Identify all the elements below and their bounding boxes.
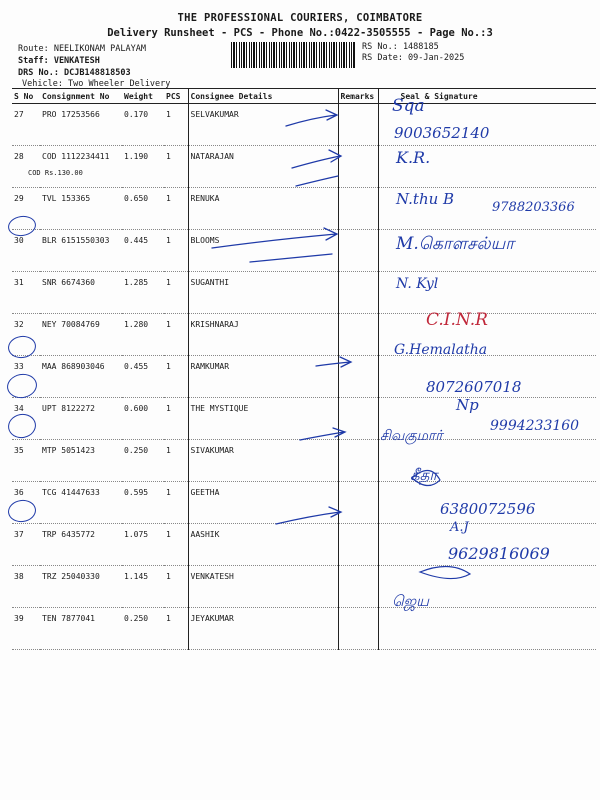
row-consignment: TRP 6435772 [40, 524, 122, 566]
signature-scribble [420, 566, 470, 578]
col-signature: Seal & Signature [378, 89, 596, 104]
row-weight: 0.250 [122, 608, 164, 650]
row-consignment: TRZ 25040330 [40, 566, 122, 608]
arrow-icon [212, 228, 337, 248]
row-consignment: COD 1112234411 [42, 152, 110, 161]
row-consignment: TCG 41447633 [40, 482, 122, 524]
row-pcs: 1 [164, 398, 188, 440]
row-consignment: TEN 7877041 [40, 608, 122, 650]
row-pcs: 1 [164, 146, 188, 188]
drs-number: DRS No.: DCJB148818503 [18, 68, 131, 78]
handwritten-phone: 6380072596 [440, 500, 536, 518]
row-weight: 0.600 [122, 398, 164, 440]
handwritten-signature: N. Kyl [396, 276, 439, 292]
arrow-icon [296, 176, 338, 186]
arrow-icon [300, 428, 345, 440]
row-consignee: BLOOMS [188, 230, 338, 272]
col-pcs: PCS [164, 89, 188, 104]
col-weight: Weight [122, 89, 164, 104]
handwritten-signature: K.R. [396, 148, 431, 167]
rs-date: RS Date: 09-Jan-2025 [362, 53, 465, 63]
row-pcs: 1 [164, 608, 188, 650]
handwritten-phone: 9003652140 [394, 124, 490, 142]
company-title: THE PROFESSIONAL COURIERS, COIMBATORE [177, 12, 423, 24]
row-sno: 27 [12, 104, 40, 146]
row-consignment: NEY 70084769 [40, 314, 122, 356]
handwritten-signature: Sqa [392, 96, 425, 116]
row-consignee: JEYAKUMAR [188, 608, 338, 650]
row-consignee: VENKATESH [188, 566, 338, 608]
row-weight: 0.455 [122, 356, 164, 398]
row-consignee: NATARAJAN [188, 146, 338, 188]
row-pcs: 1 [164, 482, 188, 524]
route-label: Route: NEELIKONAM PALAYAM [18, 44, 146, 54]
row-sno: 39 [12, 608, 40, 650]
row-weight: 1.285 [122, 272, 164, 314]
arrow-icon [250, 254, 332, 262]
row-weight: 1.145 [122, 566, 164, 608]
row-pcs: 1 [164, 356, 188, 398]
row-pcs: 1 [164, 104, 188, 146]
col-remarks: Remarks [338, 89, 378, 104]
row-pcs: 1 [164, 188, 188, 230]
row-consignment: TVL 153365 [40, 188, 122, 230]
row-consignment: MAA 868903046 [40, 356, 122, 398]
row-sno: 31 [12, 272, 40, 314]
handwritten-signature: A.J [450, 520, 469, 535]
row-consignee: SUGANTHI [188, 272, 338, 314]
row-pcs: 1 [164, 314, 188, 356]
row-sno: 28 [12, 146, 40, 188]
staff-label: Staff: VENKATESH [18, 56, 100, 66]
row-consignee: SELVAKUMAR [188, 104, 338, 146]
handwritten-signature: M.கொளசல்யா [396, 234, 515, 254]
row-sno: 33 [12, 356, 40, 398]
vehicle-label: Vehicle: Two Wheeler Delivery [22, 79, 171, 89]
row-pcs: 1 [164, 272, 188, 314]
row-weight: 1.280 [122, 314, 164, 356]
row-weight: 0.250 [122, 440, 164, 482]
handwritten-signature: கீதா [410, 466, 438, 484]
row-sno: 32 [12, 314, 40, 356]
col-consignee: Consignee Details [188, 89, 338, 104]
row-consignment: UPT 8122272 [40, 398, 122, 440]
row-consignment: PRO 17253566 [40, 104, 122, 146]
row-sno: 37 [12, 524, 40, 566]
handwritten-phone: 9629816069 [448, 544, 550, 563]
row-consignee: GEETHA [188, 482, 338, 524]
arrow-icon [292, 150, 341, 168]
handwritten-signature: Np [456, 396, 479, 414]
row-weight: 0.170 [122, 104, 164, 146]
handwritten-phone: 8072607018 [426, 378, 522, 396]
cod-note: COD Rs.130.00 [28, 169, 83, 177]
handwritten-signature: N.thu B [396, 190, 455, 208]
row-consignee: AASHIK [188, 524, 338, 566]
row-sno: 38 [12, 566, 40, 608]
row-consignee: THE MYSTIQUE [188, 398, 338, 440]
handwritten-signature: C.I.N.R [426, 310, 488, 330]
row-consignment: SNR 6674360 [40, 272, 122, 314]
row-consignment: MTP 5051423 [40, 440, 122, 482]
row-pcs: 1 [164, 566, 188, 608]
handwritten-signature: G.Hemalatha [394, 342, 488, 358]
rs-number: RS No.: 1488185 [362, 42, 439, 52]
row-weight: 0.595 [122, 482, 164, 524]
row-sno: 30 [12, 230, 40, 272]
row-sno: 35 [12, 440, 40, 482]
arrow-icon [316, 357, 351, 367]
row-pcs: 1 [164, 524, 188, 566]
arrow-icon [286, 110, 337, 126]
handwritten-phone: 9788203366 [492, 200, 575, 215]
row-consignee: KRISHNARAJ [188, 314, 338, 356]
row-weight: 1.190 [122, 146, 164, 188]
row-weight: 0.445 [122, 230, 164, 272]
handwritten-signature: சிவகுமார் [380, 428, 443, 444]
handwritten-phone: 9994233160 [490, 418, 580, 434]
row-weight: 0.650 [122, 188, 164, 230]
arrow-icon [276, 507, 341, 524]
handwritten-signature: ஜெய [392, 592, 430, 610]
col-sno: S No [12, 89, 40, 104]
runsheet-subtitle: Delivery Runsheet - PCS - Phone No.:0422-3505555 - Page No.:3 [107, 27, 493, 39]
col-consignment: Consignment No [40, 89, 122, 104]
row-pcs: 1 [164, 230, 188, 272]
row-consignee: RENUKA [188, 188, 338, 230]
row-consignment: BLR 6151550303 [40, 230, 122, 272]
row-consignee: RAMKUMAR [188, 356, 338, 398]
row-pcs: 1 [164, 440, 188, 482]
row-sno: 29 [12, 188, 40, 230]
row-consignee: SIVAKUMAR [188, 440, 338, 482]
row-weight: 1.075 [122, 524, 164, 566]
row-sno: 34 [12, 398, 40, 440]
row-sno: 36 [12, 482, 40, 524]
